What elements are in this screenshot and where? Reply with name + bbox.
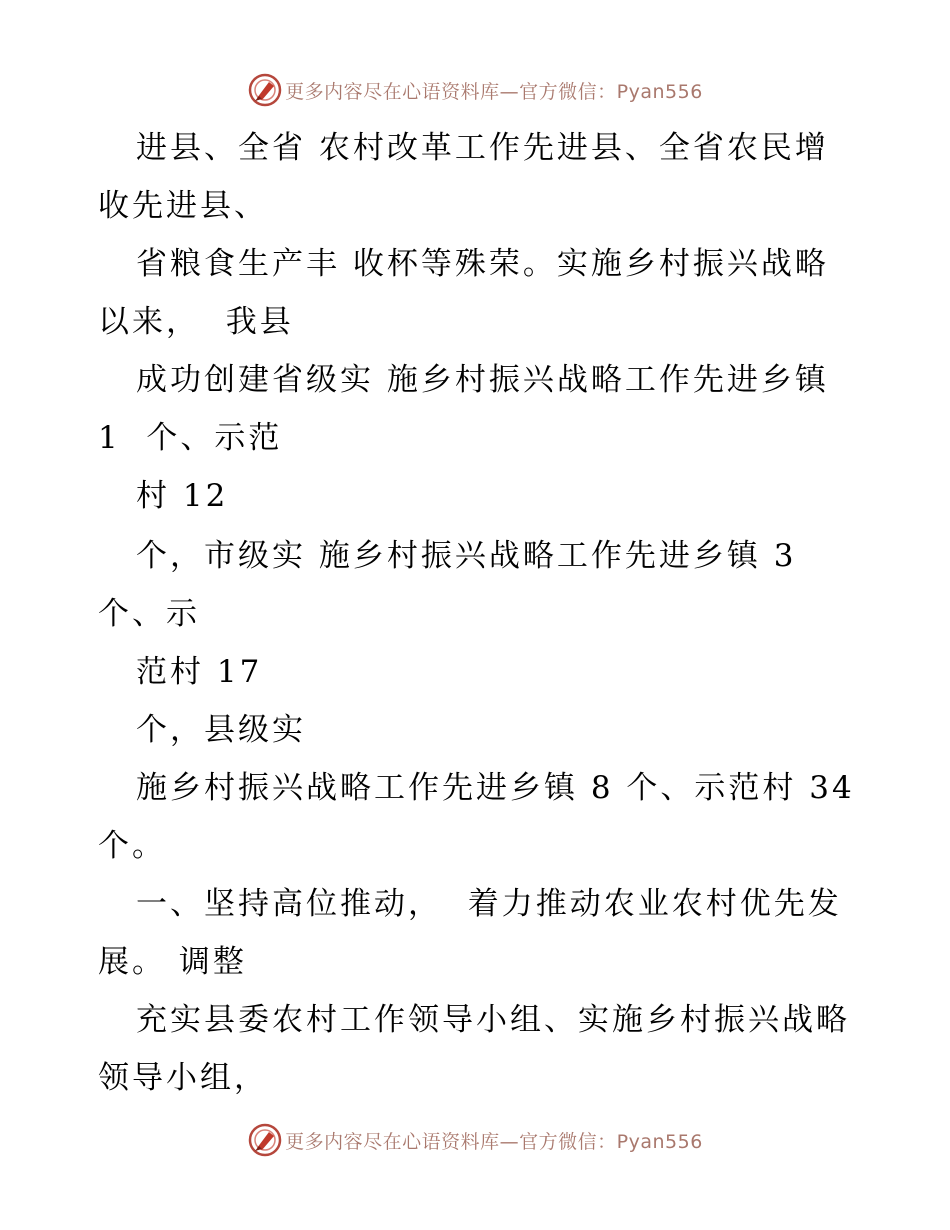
text-line: 1 个、示范 (98, 420, 283, 456)
text-line: 展。 调整 (98, 944, 247, 980)
text-line: 村 12 (136, 478, 229, 514)
text-line: 施乡村振兴战略工作先进乡镇 8 个、示范村 34 (136, 770, 855, 806)
pen-nib-logo-icon (247, 1122, 283, 1158)
watermark-text: 更多内容尽在心语资料库—官方微信：Pyan556 (285, 80, 703, 103)
text-line: 以来， 我县 (98, 304, 294, 340)
pen-nib-logo-icon (247, 72, 283, 108)
text-line: 进县、全省 农村改革工作先进县、全省农民增 (136, 130, 829, 166)
text-line: 充实县委农村工作领导小组、实施乡村振兴战略 (136, 1002, 850, 1038)
text-line: 收先进县、 (98, 188, 268, 224)
text-line: 个，市级实 施乡村振兴战略工作先进乡镇 3 (136, 538, 797, 574)
text-line: 个、示 (98, 596, 200, 632)
text-line: 成功创建省级实 施乡村振兴战略工作先进乡镇 (136, 362, 829, 398)
text-line: 范村 17 (136, 654, 263, 690)
watermark-banner-top (0, 70, 950, 110)
watermark-banner-bottom (0, 1120, 950, 1160)
text-line: 省粮食生产丰 收杯等殊荣。实施乡村振兴战略 (136, 246, 829, 282)
text-line: 个，县级实 (136, 712, 306, 748)
text-line: 领导小组， (98, 1060, 268, 1096)
text-line: 个。 (98, 828, 166, 864)
text-line: 一、坚持高位推动， 着力推动农业农村优先发 (136, 886, 842, 922)
watermark-text: 更多内容尽在心语资料库—官方微信：Pyan556 (285, 1130, 703, 1153)
